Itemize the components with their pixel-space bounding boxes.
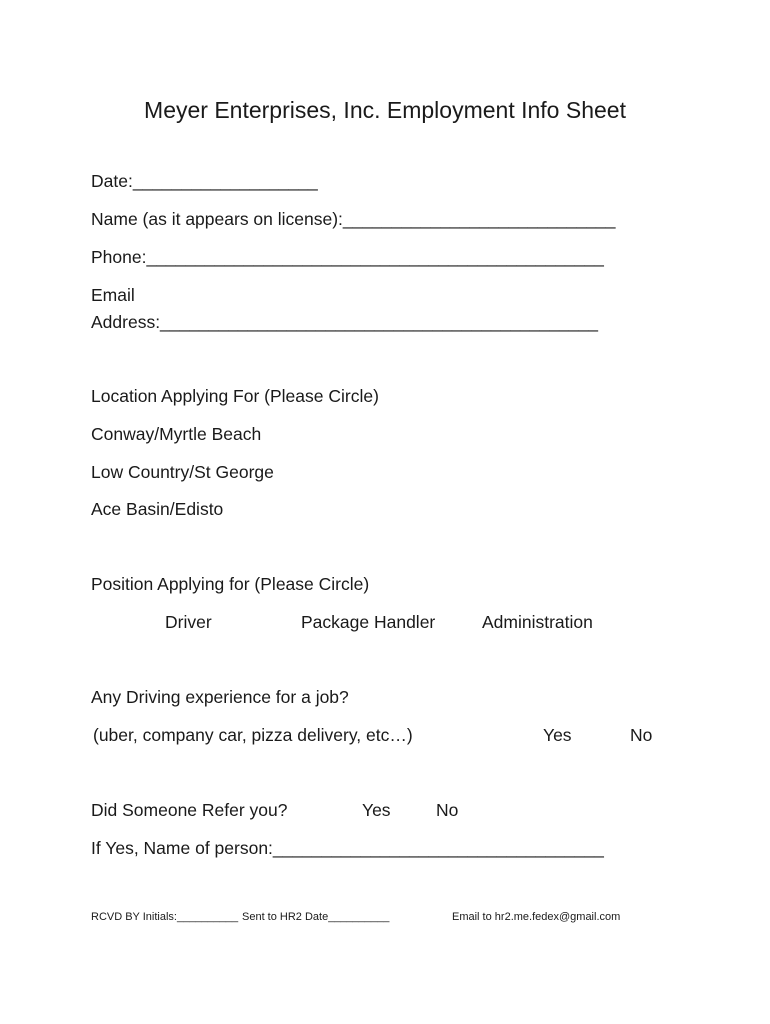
driving-question: Any Driving experience for a job? (91, 687, 349, 707)
email-label: Email (91, 285, 135, 305)
date-field[interactable]: Date:___________________ (91, 171, 318, 191)
name-field[interactable]: Name (as it appears on license):____________________________ (91, 209, 616, 229)
footer-rcvd-initials[interactable]: RCVD BY Initials:__________ (91, 911, 239, 923)
referral-yes-option[interactable]: Yes (362, 800, 391, 820)
phone-field[interactable]: Phone:_______________________________________________ (91, 247, 604, 267)
footer-email: Email to hr2.me.fedex@gmail.com (452, 911, 621, 923)
driving-yes-option[interactable]: Yes (543, 725, 572, 745)
location-option-conway[interactable]: Conway/Myrtle Beach (91, 424, 262, 444)
referral-no-option[interactable]: No (436, 800, 459, 820)
location-option-low-country[interactable]: Low Country/St George (91, 462, 274, 482)
page-title: Meyer Enterprises, Inc. Employment Info Sheet (144, 97, 626, 123)
position-heading: Position Applying for (Please Circle) (91, 574, 370, 594)
referrer-name-field[interactable]: If Yes, Name of person:__________________________________ (91, 838, 604, 858)
referral-question: Did Someone Refer you? (91, 800, 288, 820)
location-option-ace-basin[interactable]: Ace Basin/Edisto (91, 499, 224, 519)
position-option-driver[interactable]: Driver (165, 612, 212, 632)
driving-no-option[interactable]: No (630, 725, 653, 745)
driving-examples: (uber, company car, pizza delivery, etc…) (93, 725, 413, 745)
position-option-administration[interactable]: Administration (482, 612, 593, 632)
location-heading: Location Applying For (Please Circle) (91, 386, 379, 406)
email-address-field[interactable]: Address:_____________________________________________ (91, 312, 599, 332)
footer-sent-date[interactable]: Sent to HR2 Date__________ (242, 911, 390, 923)
position-option-package-handler[interactable]: Package Handler (301, 612, 436, 632)
